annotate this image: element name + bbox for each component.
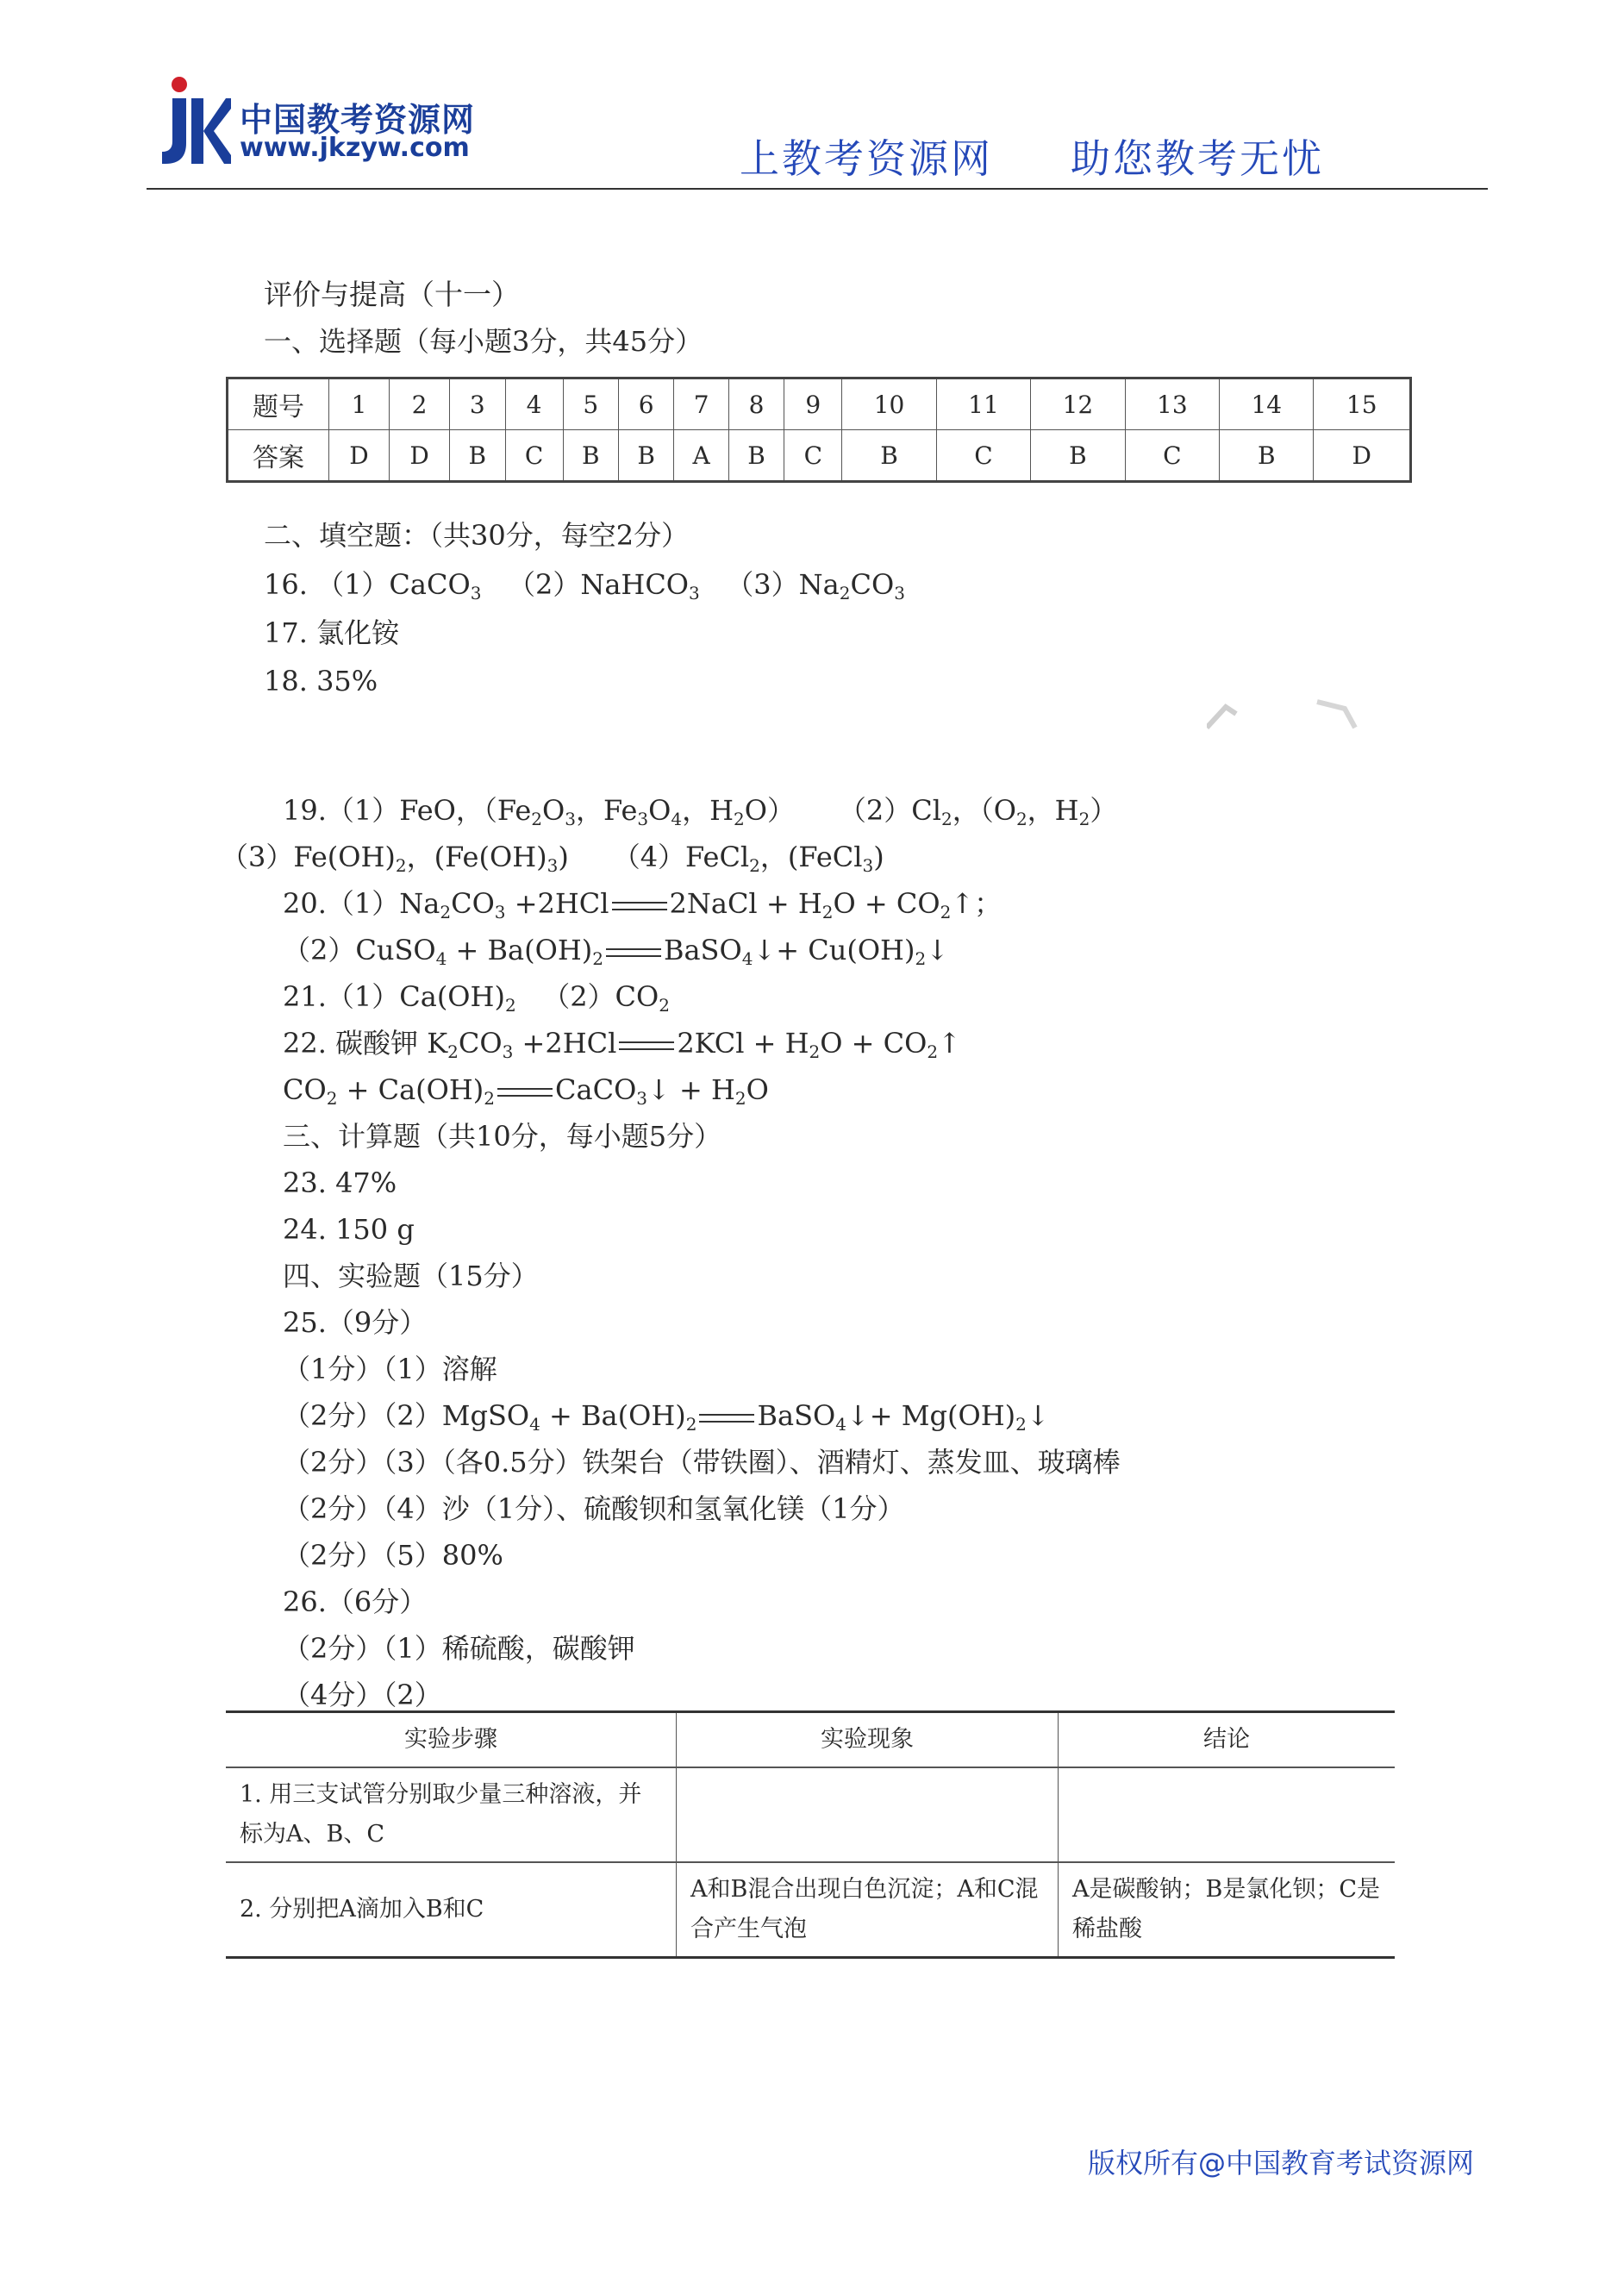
formula-text: （2分）（2）MgSO <box>283 1399 530 1432</box>
jk-logo-icon <box>160 74 231 169</box>
subscript: 3 <box>470 583 482 603</box>
row-label-number: 题号 <box>228 378 329 430</box>
answer-cell: B <box>1031 430 1125 482</box>
subscript: 2 <box>1015 1414 1027 1435</box>
formula-text: ，H <box>1027 794 1079 827</box>
answer-cell: D <box>1314 430 1411 482</box>
equals-sign <box>612 902 667 910</box>
answer-line-25: 25.（9分） <box>283 1306 428 1339</box>
formula-text: O + CO <box>820 1027 928 1060</box>
formula-text: CO <box>850 568 895 601</box>
question-number: 11 <box>936 378 1030 430</box>
section3-heading: 三、计算题（共10分，每小题5分） <box>283 1120 722 1153</box>
formula-text: CO <box>283 1073 327 1106</box>
subscript: 3 <box>689 583 700 603</box>
subscript: 2 <box>484 1088 496 1109</box>
formula-text: ，H <box>682 794 734 827</box>
answer-line-25-4: （2分）（4）沙（1分）、硫酸钡和氢氧化镁（1分） <box>283 1492 905 1525</box>
table-header-row <box>226 1712 1395 1768</box>
formula-text: ，(FeCl <box>759 841 863 873</box>
subscript: 2 <box>940 809 953 829</box>
subscript: 2 <box>734 1088 746 1109</box>
answer-line-24: 24. 150 g <box>283 1213 415 1246</box>
answer-cell: A <box>674 430 728 482</box>
table-cell <box>677 1767 1059 1862</box>
logo-site-url[interactable]: www.jkzyw.com <box>240 133 470 163</box>
section2-heading: 二、填空题：（共30分，每空2分） <box>264 519 690 552</box>
table-cell: 2. 分别把A滴加入B和C <box>226 1862 677 1958</box>
slogan-left: 上教考资源网 <box>740 135 993 182</box>
question-number: 1 <box>329 378 390 430</box>
answer-line-20b <box>283 933 949 967</box>
answer-cell: D <box>390 430 450 482</box>
subscript: 2 <box>447 1041 459 1062</box>
answer-line-25-2 <box>283 1398 1050 1433</box>
subscript: 2 <box>915 948 927 969</box>
formula-text: （4）FeCl <box>612 841 750 873</box>
column-header: 实验步骤 <box>226 1712 677 1768</box>
formula-text: BaSO <box>757 1399 836 1432</box>
subscript: 3 <box>637 809 649 829</box>
equals-sign <box>497 1088 553 1097</box>
subscript: 2 <box>1015 809 1027 829</box>
subscript: 2 <box>1078 809 1090 829</box>
subscript: 4 <box>835 1414 846 1435</box>
table-cell: A是碳酸钠；B是氯化钡；C是稀盐酸 <box>1059 1862 1396 1958</box>
q-num: 16. <box>264 568 308 601</box>
answer-cell: C <box>505 430 563 482</box>
answer-line-23: 23. 47% <box>283 1166 397 1199</box>
formula-text: 2NaCl + H <box>669 887 822 920</box>
formula-text: （1）CaCO <box>316 568 471 601</box>
answer-line-17: 17. 氯化铵 <box>264 616 400 649</box>
formula-text: O + CO <box>833 887 940 920</box>
answer-line-21 <box>283 979 670 1014</box>
subscript: 4 <box>741 948 753 969</box>
answer-cell: C <box>936 430 1030 482</box>
formula-text: ) <box>558 841 569 873</box>
answer-cell: D <box>329 430 390 482</box>
formula-text: （3）Fe(OH) <box>221 841 396 873</box>
formula-text: 21.（1）Ca(OH) <box>283 980 505 1013</box>
formula-text: （2）CuSO <box>283 934 436 966</box>
subscript: 3 <box>502 1041 514 1062</box>
answer-line-22a <box>283 1026 961 1060</box>
table-cell: A和B混合出现白色沉淀；A和C混合产生气泡 <box>677 1862 1059 1958</box>
formula-text: +2HCl <box>514 887 609 920</box>
answer-line-25-5: （2分）（5）80% <box>283 1539 503 1572</box>
section1-heading: 一、选择题（每小题3分，共45分） <box>264 325 703 358</box>
formula-text: BaSO <box>663 934 742 966</box>
formula-text: O） <box>744 794 795 827</box>
table-row <box>228 378 1411 430</box>
answer-line-26-1: （2分）（1）稀硫酸，碳酸钾 <box>283 1632 635 1665</box>
answer-line-19a <box>283 793 1117 828</box>
subscript: 2 <box>326 1088 338 1109</box>
subscript: 4 <box>671 809 683 829</box>
table-row <box>226 1767 1395 1862</box>
subscript: 2 <box>531 809 543 829</box>
answer-cell: B <box>728 430 784 482</box>
formula-text: + Ba(OH) <box>549 1399 686 1432</box>
subscript: 2 <box>504 995 516 1016</box>
formula-text: （3）Na <box>726 568 840 601</box>
formula-text: ，（O <box>952 794 1016 827</box>
table-cell <box>1059 1767 1396 1862</box>
answer-line-25-1: （1分）（1）溶解 <box>283 1353 497 1385</box>
formula-text: + Ca(OH) <box>346 1073 484 1106</box>
site-logo[interactable] <box>160 74 476 176</box>
stray-pen-marks <box>1207 697 1362 731</box>
subscript: 3 <box>894 583 905 603</box>
subscript: 2 <box>440 902 452 922</box>
question-number: 12 <box>1031 378 1125 430</box>
equals-sign <box>619 1041 674 1050</box>
question-number: 9 <box>784 378 842 430</box>
table-cell: 1. 用三支试管分别取少量三种溶液，并标为A、B、C <box>226 1767 677 1862</box>
answer-line-25-3: （2分）（3）（各0.5分）铁架台（带铁圈）、酒精灯、蒸发皿、玻璃棒 <box>283 1446 1121 1479</box>
column-header: 结论 <box>1059 1712 1396 1768</box>
formula-text: ↓ <box>926 934 949 966</box>
answer-line-19b <box>221 840 884 874</box>
formula-text: ↓+ Mg(OH) <box>846 1399 1016 1432</box>
formula-text: ↓ + H <box>647 1073 735 1106</box>
subscript: 2 <box>821 902 834 922</box>
formula-text: ↓ <box>1026 1399 1050 1432</box>
table-row <box>226 1862 1395 1958</box>
subscript: 4 <box>529 1414 540 1435</box>
question-number: 7 <box>674 378 728 430</box>
experiment-table <box>226 1710 1395 1959</box>
formula-text: O <box>648 794 671 827</box>
formula-text: +2HCl <box>522 1027 617 1060</box>
subscript: 2 <box>927 1041 939 1062</box>
formula-text: CO <box>451 887 495 920</box>
subscript: 3 <box>862 855 874 876</box>
page-title: 评价与提高（十一） <box>264 278 520 311</box>
answer-cell: B <box>563 430 618 482</box>
formula-text: O <box>746 1073 769 1106</box>
question-number: 2 <box>390 378 450 430</box>
answer-cell: C <box>1125 430 1219 482</box>
footer-copyright[interactable]: 版权所有@中国教育考试资源网 <box>1088 2147 1475 2179</box>
question-number: 3 <box>450 378 505 430</box>
subscript: 2 <box>592 948 603 969</box>
answer-line-18: 18. 35% <box>264 665 378 697</box>
formula-text: 22. 碳酸钾 K <box>283 1027 448 1060</box>
answer-cell: C <box>784 430 842 482</box>
answer-cell: B <box>450 430 505 482</box>
subscript: 3 <box>494 902 506 922</box>
subscript: 2 <box>749 855 760 876</box>
formula-text: 19.（1）FeO，（Fe <box>283 794 532 827</box>
subscript: 2 <box>685 1414 697 1435</box>
formula-text: 20.（1）Na <box>283 887 440 920</box>
table-row <box>228 430 1411 482</box>
formula-text: CaCO <box>555 1073 637 1106</box>
formula-text: O <box>542 794 565 827</box>
subscript: 3 <box>547 855 559 876</box>
formula-text: （2）CO <box>542 980 659 1013</box>
header-slogan <box>740 128 1324 184</box>
formula-text: ，(Fe(OH) <box>406 841 547 873</box>
answer-line-16 <box>264 567 905 602</box>
subscript: 4 <box>435 948 447 969</box>
logo-site-name: 中国教考资源网 <box>240 101 476 139</box>
question-number: 13 <box>1125 378 1219 430</box>
formula-text: ） <box>1090 794 1118 827</box>
formula-text: CO <box>458 1027 503 1060</box>
question-number: 5 <box>563 378 618 430</box>
formula-text: （2）Cl <box>838 794 941 827</box>
formula-text: 2KCl + H <box>677 1027 809 1060</box>
question-number: 6 <box>618 378 673 430</box>
formula-text: ↑ <box>938 1027 961 1060</box>
question-number: 4 <box>505 378 563 430</box>
subscript: 2 <box>734 809 745 829</box>
subscript: 2 <box>659 995 671 1016</box>
answer-line-26: 26.（6分） <box>283 1585 428 1618</box>
formula-text: ↑； <box>951 887 1003 920</box>
equals-sign <box>699 1414 754 1423</box>
answer-line-26-2: （4分）（2） <box>283 1679 442 1711</box>
formula-text: （2）NaHCO <box>507 568 690 601</box>
question-number: 10 <box>842 378 936 430</box>
question-number: 8 <box>728 378 784 430</box>
subscript: 2 <box>839 583 851 603</box>
answer-table <box>226 377 1412 483</box>
answer-line-20a <box>283 886 1002 921</box>
subscript: 2 <box>809 1041 821 1062</box>
answer-cell: B <box>618 430 673 482</box>
question-number: 15 <box>1314 378 1411 430</box>
answer-line-22b <box>283 1072 769 1107</box>
answer-cell: B <box>842 430 936 482</box>
formula-text: ) <box>873 841 884 873</box>
subscript: 3 <box>636 1088 648 1109</box>
formula-text: ↓+ Cu(OH) <box>753 934 915 966</box>
column-header: 实验现象 <box>677 1712 1059 1768</box>
equals-sign <box>606 948 661 957</box>
header-divider <box>147 188 1488 190</box>
formula-text: ，Fe <box>575 794 638 827</box>
formula-text: + Ba(OH) <box>455 934 593 966</box>
subscript: 3 <box>565 809 576 829</box>
answer-cell: B <box>1220 430 1314 482</box>
subscript: 2 <box>395 855 407 876</box>
row-label-answer: 答案 <box>228 430 329 482</box>
slogan-right: 助您教考无忧 <box>1071 135 1324 182</box>
section4-heading: 四、实验题（15分） <box>283 1260 539 1292</box>
question-number: 14 <box>1220 378 1314 430</box>
subscript: 2 <box>940 902 952 922</box>
